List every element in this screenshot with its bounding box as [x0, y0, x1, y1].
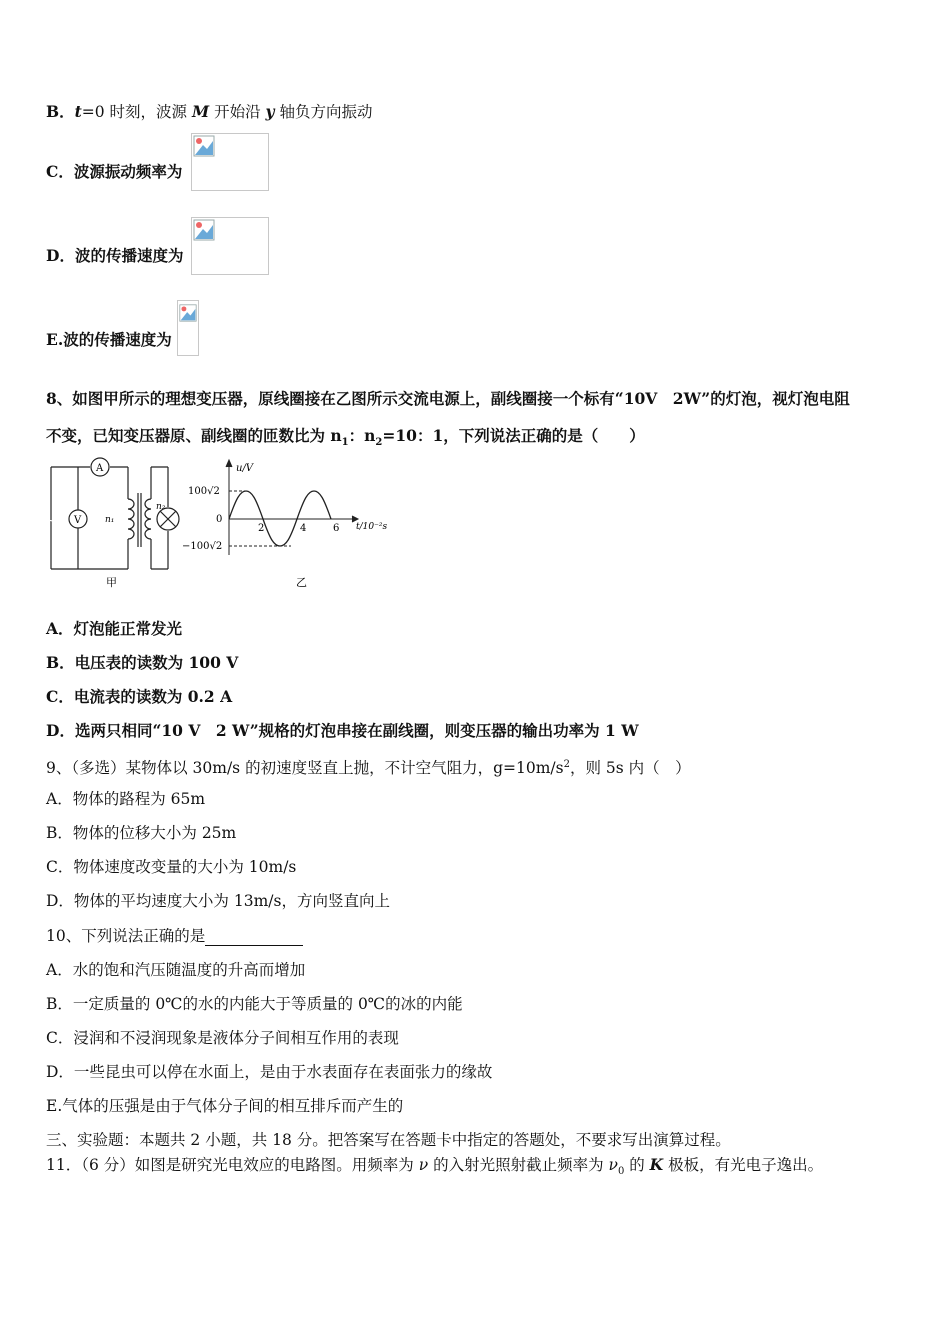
voltage-graph	[226, 460, 358, 555]
q10-option-d: D．一些昆虫可以停在水面上，是由于水表面存在表面张力的缘故	[46, 1063, 493, 1081]
y-tick-top: 100√2	[188, 486, 220, 497]
q7-option-b: B．t=0 时刻，波源 M 开始沿 y 轴负方向振动	[46, 102, 373, 121]
q10-option-c: C．浸润和不浸润现象是液体分子间相互作用的表现	[46, 1029, 399, 1047]
q7-option-c: C．波源振动频率为	[46, 162, 183, 181]
q9-option-c: C．物体速度改变量的大小为 10m/s	[46, 858, 297, 876]
y-tick-bottom: −100√2	[182, 541, 223, 552]
transformer-circuit	[51, 458, 179, 569]
q7-option-d: D．波的传播速度为	[46, 246, 184, 265]
x-tick: 2	[258, 523, 265, 534]
q11-stem: 11．（6 分）如图是研究光电效应的电路图。用频率为 ν 的入射光照射截止频率为 $\nu_0$ 的 K 极板，有光电子逸出。	[46, 1155, 824, 1178]
q10-stem: 10、下列说法正确的是	[46, 926, 303, 946]
q10-option-b: B．一定质量的 0℃的水的内能大于等质量的 0℃的冰的内能	[46, 995, 463, 1013]
broken-image-icon	[177, 300, 199, 356]
y-axis-label: u/V	[236, 463, 254, 474]
q8-option-c: C．电流表的读数为 0.2 A	[46, 687, 233, 706]
circuit-caption: 甲	[106, 576, 117, 589]
y-tick-zero: 0	[216, 514, 223, 525]
q10-option-e: E.气体的压强是由于气体分子间的相互排斥而产生的	[46, 1097, 404, 1115]
q8-figure	[46, 455, 396, 594]
n2-label: n₂	[156, 502, 166, 512]
q8-option-d: D．选两只相同“10 V 2 W”规格的灯泡串接在副线圈，则变压器的输出功率为 1 W	[46, 721, 639, 740]
q7-option-e: E.波的传播速度为	[46, 330, 172, 349]
ammeter-label: A	[96, 463, 104, 474]
voltmeter-label: V	[74, 515, 82, 526]
broken-image-icon	[191, 133, 269, 191]
q9-option-b: B．物体的位移大小为 25m	[46, 824, 237, 842]
graph-caption: 乙	[296, 576, 307, 589]
q8-stem-line1: 8、如图甲所示的理想变压器，原线圈接在乙图所示交流电源上，副线圈接一个标有“10V 2W”的灯泡，视灯泡电阻	[46, 389, 850, 408]
q9-option-d: D．物体的平均速度大小为 13m/s，方向竖直向上	[46, 892, 390, 910]
n1-label: n₁	[105, 515, 115, 525]
ac-source-symbol: ~	[47, 514, 58, 528]
q8-option-a: A．灯泡能正常发光	[46, 619, 183, 638]
broken-image-icon	[191, 217, 269, 275]
x-tick: 4	[300, 523, 307, 534]
section-heading: 三、实验题：本题共 2 小题，共 18 分。把答案写在答题卡中指定的答题处，不要求写出演算过程。	[46, 1131, 731, 1149]
q10-option-a: A．水的饱和汽压随温度的升高而增加	[46, 961, 306, 979]
x-axis-label: t/10⁻²s	[356, 522, 388, 532]
q9-stem: 9、（多选）某物体以 30m/s 的初速度竖直上抛，不计空气阻力，$g=10m/s^2$，则 5s 内（ ）	[46, 759, 691, 778]
q8-stem-line2: 不变，已知变压器原、副线圈的匝数比为 $n_1$：$n_2=10$：1，下列说法正确的是（ ）	[46, 426, 645, 449]
q8-option-b: B．电压表的读数为 100 V	[46, 653, 239, 672]
q9-option-a: A．物体的路程为 65m	[46, 790, 206, 808]
x-tick: 6	[333, 523, 340, 534]
answer-blank	[205, 929, 303, 946]
